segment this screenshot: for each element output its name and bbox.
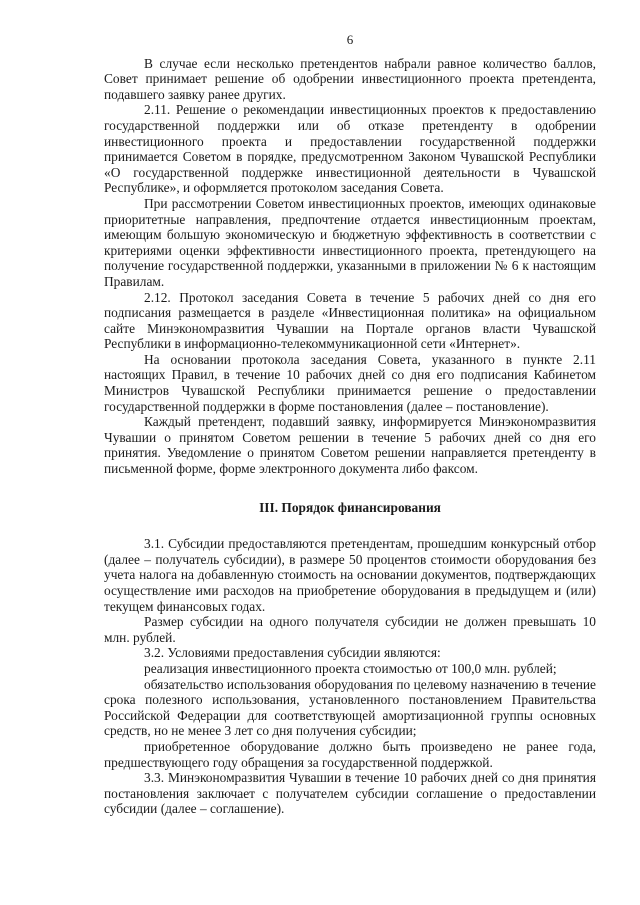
paragraph: обязательство использования оборудования по целевому назначению в течение срока полезного использования, установленного постановлением Правительства Российской Федерации для соответствующей амортизационной группы основных средств, но не менее 3 лет со дня получения субсидии; [104,676,596,739]
paragraph: На основании протокола заседания Совета, указанного в пункте 2.11 настоящих Правил, в течение 10 рабочих дней со дня его подписания Кабинетом Министров Чувашской Республики принимается решение о предоставлении государственной поддержки в форме постановления (далее – постановление). [104,351,596,414]
paragraph: 3.2. Условиями предоставления субсидии являются: [144,645,441,661]
document-page [104,32,596,817]
paragraph: 3.1. Субсидии предоставляются претендентам, прошедшим конкурсный отбор (далее – получатель субсидии), в размере 50 процентов стоимости оборудования без учета налога на добавленную стоимость на основании документов, подтверждающих осуществление ими расходов на приобретение оборудования в предыдущем и (или) текущем финансовых годах. [104,536,596,614]
section-heading: III. Порядок финансирования [259,499,441,515]
paragraph: 3.3. Минэкономразвития Чувашии в течение 10 рабочих дней со дня принятия постановления заключает с получателем субсидии соглашение о предоставлении субсидии (далее – соглашение). [104,770,596,817]
paragraph: Размер субсидии на одного получателя субсидии не должен превышать 10 млн. рублей. [104,614,596,645]
paragraph: В случае если несколько претендентов набрали равное количество баллов, Совет принимает решение об одобрении инвестиционного проекта претендента, подавшего заявку ранее других. [104,55,596,102]
page-number: 6 [346,32,354,47]
paragraph: приобретенное оборудование должно быть произведено не ранее года, предшествующего году обращения за государственной поддержкой. [104,738,596,770]
paragraph: 2.11. Решение о рекомендации инвестиционных проектов к предоставлению государственной поддержки или об отказе претенденту в одобрении инвестиционного проекта и предоставлении государственной поддержки принимается Советом в порядке, предусмотренном Законом Чувашской Республики «О государственной поддержке инвестиционной деятельности в Чувашской Республике», и оформляется протоколом заседания Совета. [104,102,596,196]
paragraph: реализация инвестиционного проекта стоимостью от 100,0 млн. рублей; [144,660,557,676]
paragraph: При рассмотрении Советом инвестиционных проектов, имеющих одинаковые приоритетные направления, предпочтение отдается инвестиционным проектам, имеющим большую экономическую и бюджетную эффективность в соответствии с критериями оценки эффективности инвестиционного проекта, претендующего на получение государственной поддержки, указанными в приложении № 6 к настоящим Правилам. [104,195,596,289]
paragraph: Каждый претендент, подавший заявку, информируется Минэкономразвития Чувашии о принятом Советом решении в течение 5 рабочих дней со дня его принятия. Уведомление о принятом Советом решении направляется претенденту в письменной форме, форме электронного документа либо факсом. [104,414,596,477]
paragraph: 2.12. Протокол заседания Совета в течение 5 рабочих дней со дня его подписания размещается в разделе «Инвестиционная политика» на официальном сайте Минэкономразвития Чувашии на Портале органов власти Чувашской Республики в информационно-телекоммуникационной сети «Интернет». [104,289,596,352]
